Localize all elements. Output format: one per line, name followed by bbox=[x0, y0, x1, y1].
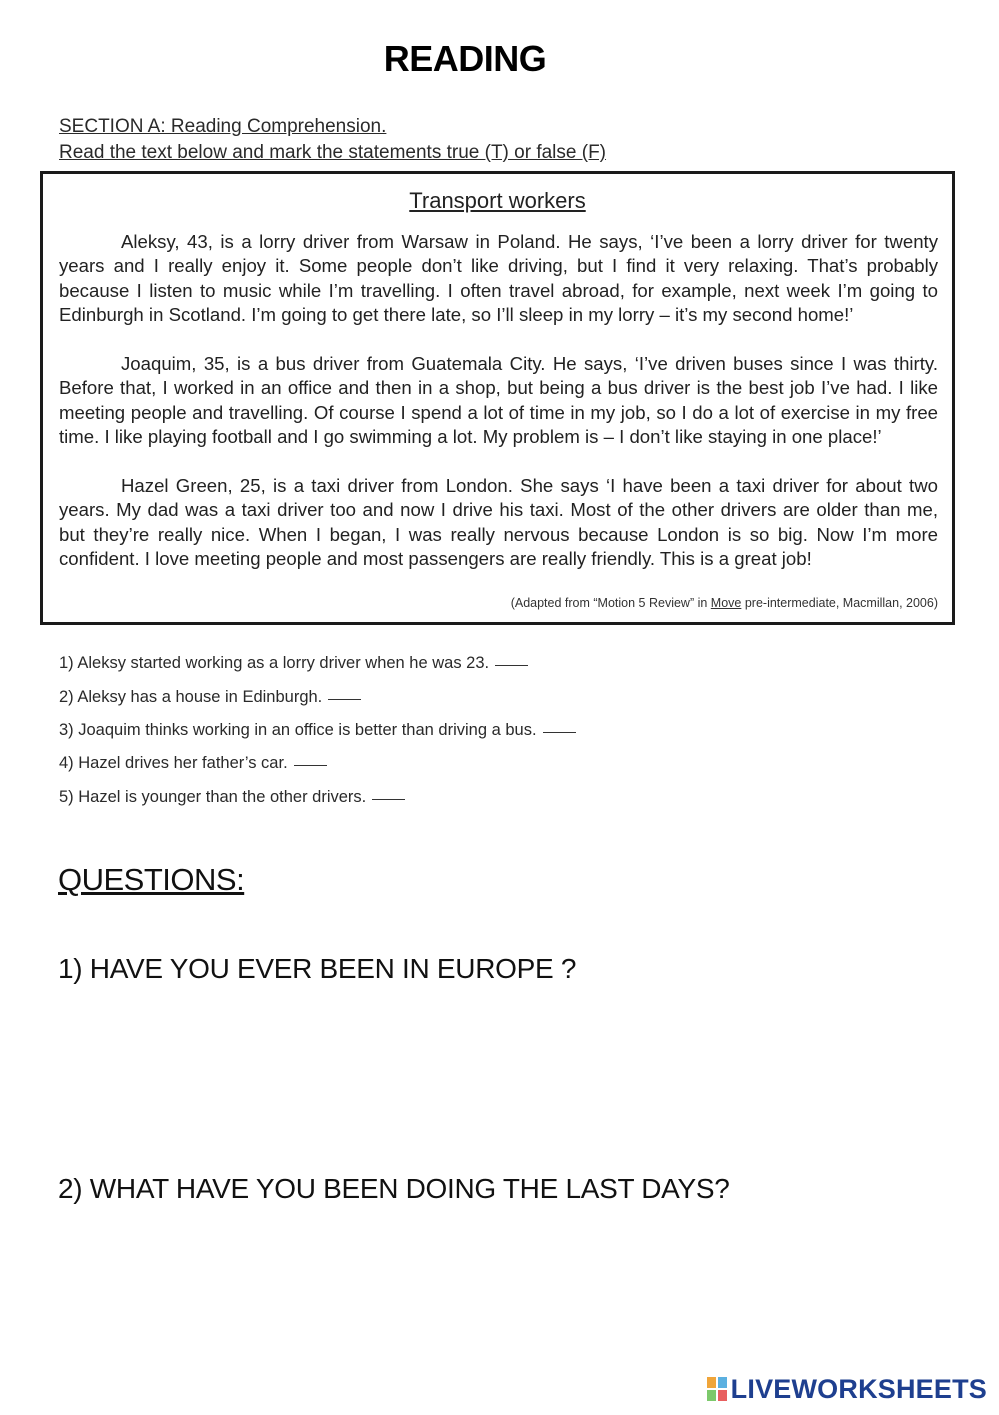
logo-text: LIVEWORKSHEETS bbox=[730, 1373, 987, 1404]
section-heading: SECTION A: Reading Comprehension. bbox=[59, 116, 387, 137]
answer-blank[interactable] bbox=[294, 764, 327, 766]
article-paragraph: Hazel Green, 25, is a taxi driver from London. She says ‘I have been a taxi driver for about two years. My dad was a taxi driver too and now I drive his taxi. Most of the other drivers are older than me, but they’re really nice. When I began, I was really nervous because London is so big. Now I’m more confident. I love meeting people and most passengers are really friendly. This is a great job! bbox=[59, 475, 938, 570]
article-title: Transport workers bbox=[409, 188, 586, 213]
answer-blank[interactable] bbox=[495, 664, 528, 666]
liveworksheets-logo bbox=[707, 1372, 987, 1406]
statement-item: 2) Aleksy has a house in Edinburgh. bbox=[59, 688, 361, 707]
answer-blank[interactable] bbox=[543, 731, 576, 733]
answer-blank[interactable] bbox=[328, 698, 361, 700]
statement-item: 1) Aleksy started working as a lorry driver when he was 23. bbox=[59, 654, 528, 673]
statement-item: 3) Joaquim thinks working in an office is better than driving a bus. bbox=[59, 721, 576, 740]
statement-item: 4) Hazel drives her father’s car. bbox=[59, 754, 327, 773]
section-instruction: Read the text below and mark the statements true (T) or false (F) bbox=[59, 142, 607, 163]
question-item: 1) HAVE YOU EVER BEEN IN EUROPE ? bbox=[58, 953, 577, 984]
article-source: (Adapted from “Motion 5 Review” in Move pre-intermediate, Macmillan, 2006) bbox=[510, 596, 938, 610]
article-paragraph: Aleksy, 43, is a lorry driver from Warsaw in Poland. He says, ‘I’ve been a lorry driver for twenty years and I really enjoy it. Some people don’t like driving, but I find it very relaxing. That’s probably because I listen to music while I’m travelling. I often travel abroad, for example, next week I’m going to Edinburgh in Scotland. I’m going to get there late, so I’ll sleep in my lorry – it’s my second home!’ bbox=[59, 231, 938, 326]
question-item: 2) WHAT HAVE YOU BEEN DOING THE LAST DAYS? bbox=[58, 1173, 730, 1204]
liveworksheets-logo-icon bbox=[707, 1377, 727, 1401]
section-header bbox=[59, 114, 606, 166]
statement-item: 5) Hazel is younger than the other drivers. bbox=[59, 788, 405, 807]
page-title: READING bbox=[383, 38, 547, 79]
article-box bbox=[40, 171, 955, 625]
article-paragraph: Joaquim, 35, is a bus driver from Guatemala City. He says, ‘I’ve driven buses since I was thirty. Before that, I worked in an office and then in a shop, but being a bus driver is the best job I’ve had. I like meeting people and travelling. Of course I spend a lot of time in my job, so I do a lot of exercise in my free time. I like playing football and I go swimming a lot. My problem is – I don’t like staying in one place!’ bbox=[59, 353, 938, 448]
questions-heading: QUESTIONS: bbox=[58, 862, 245, 897]
answer-blank[interactable] bbox=[372, 798, 405, 800]
